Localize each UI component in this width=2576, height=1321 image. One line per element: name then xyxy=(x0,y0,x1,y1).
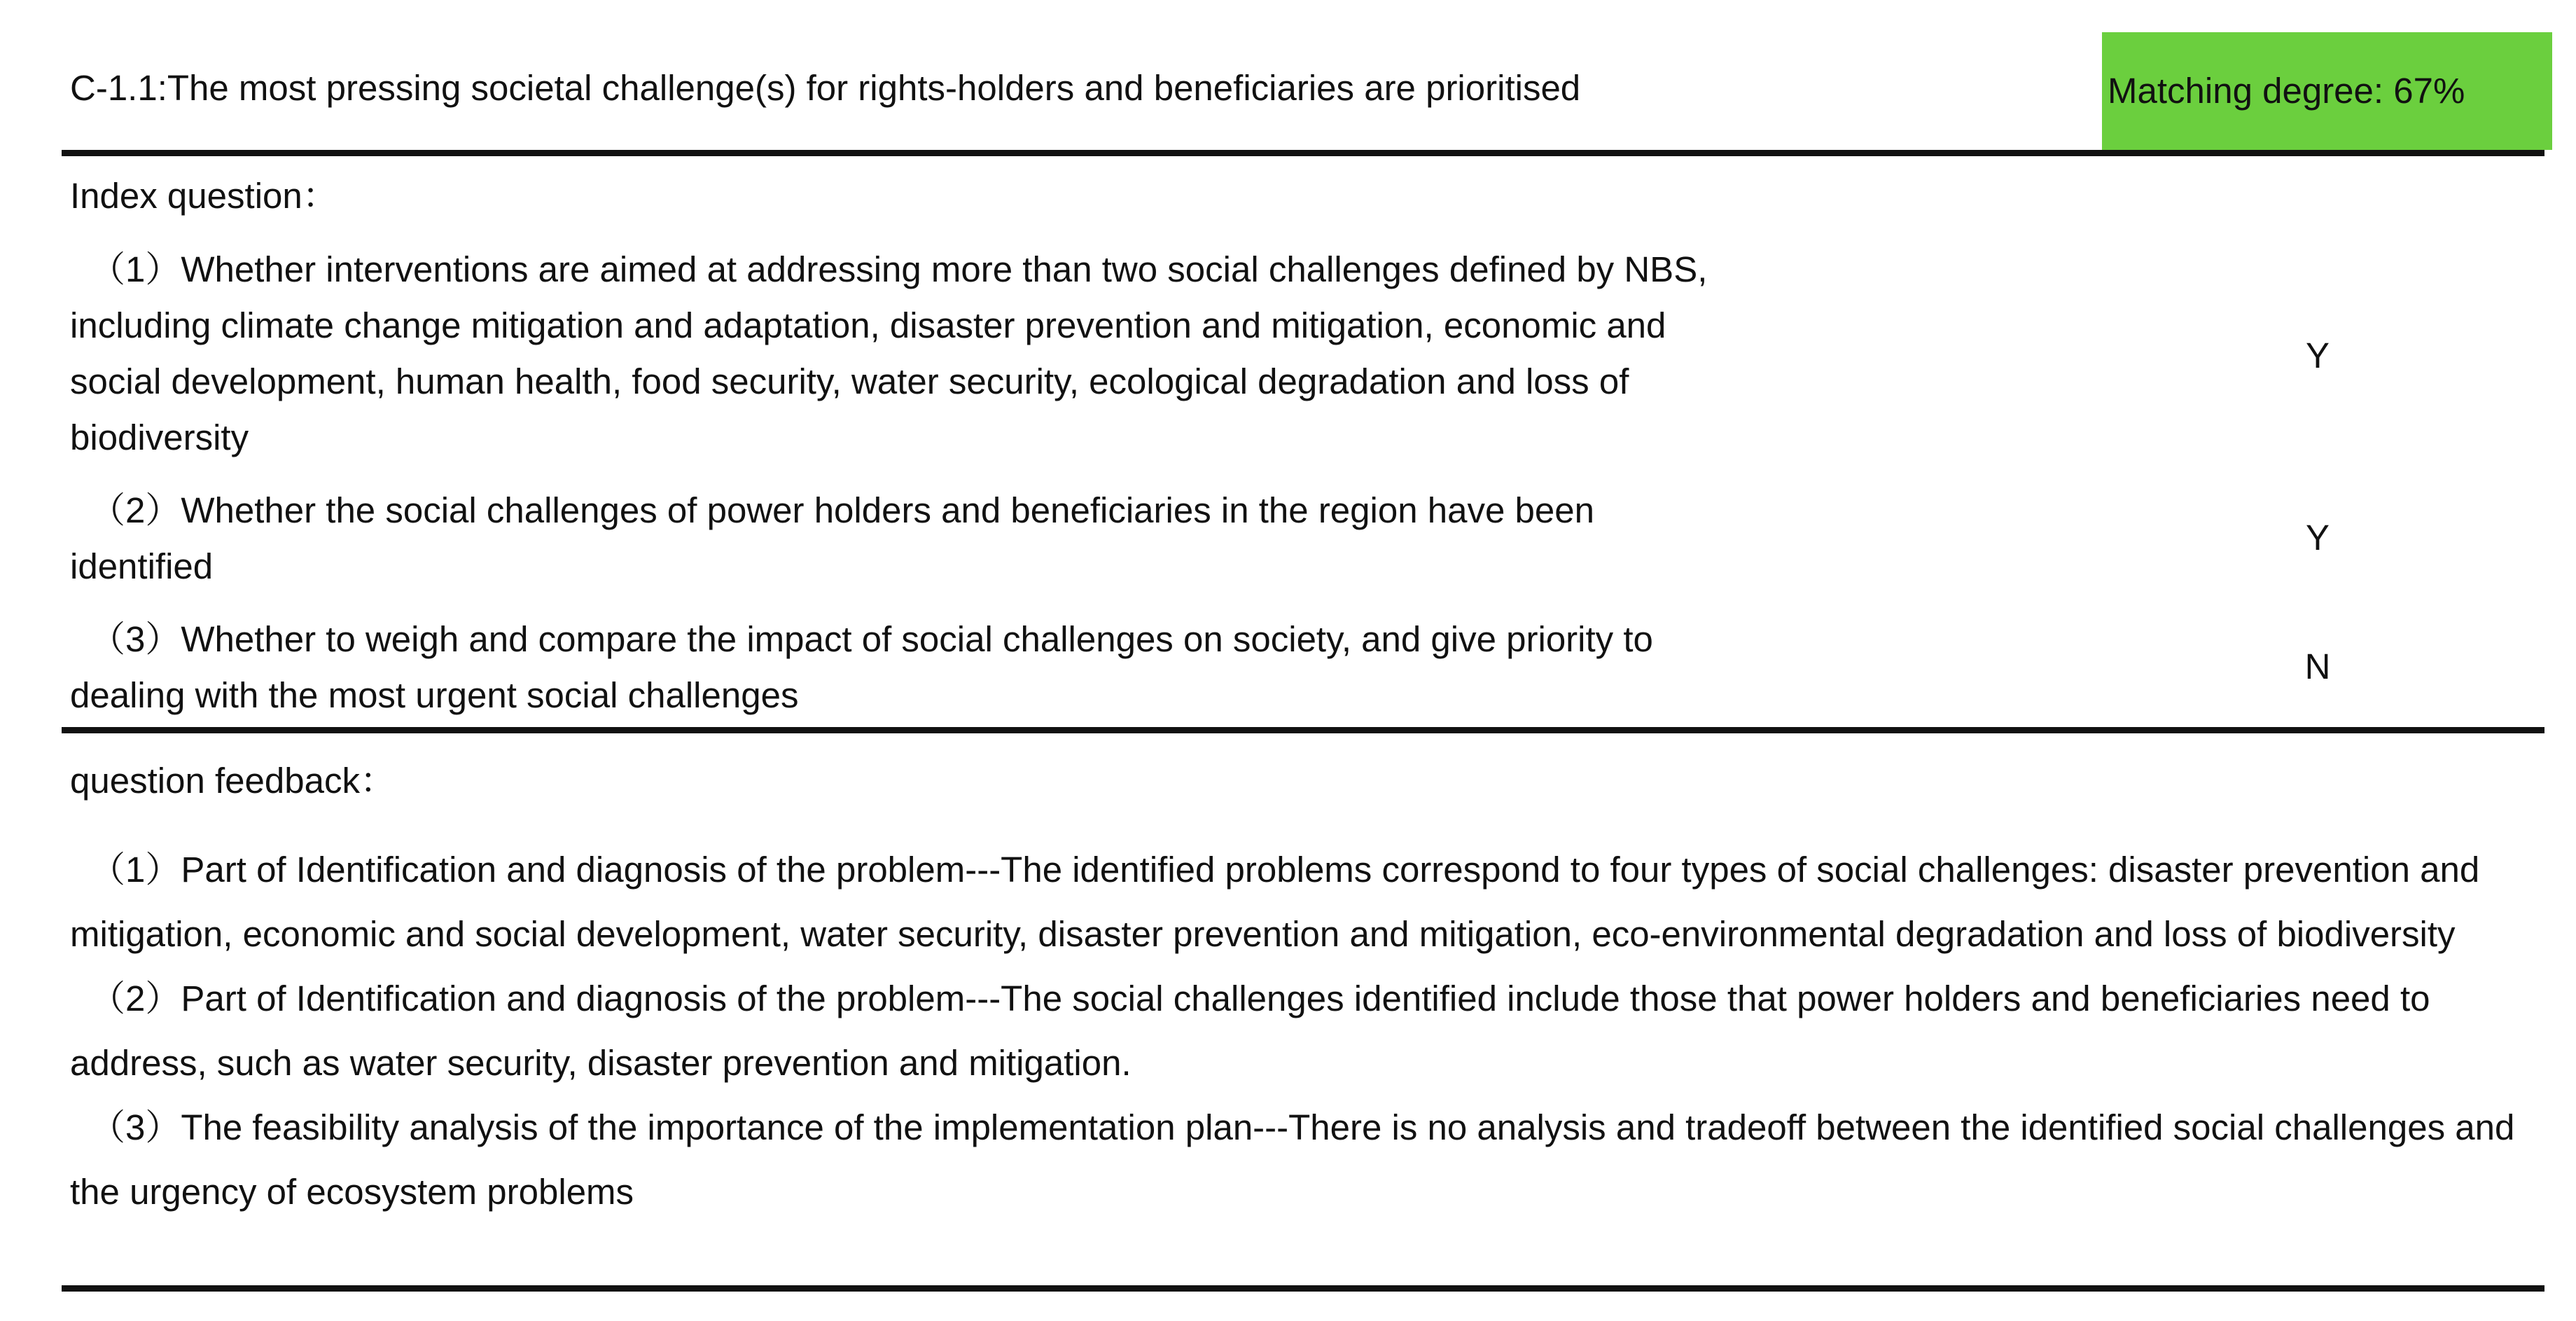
feedback-item: （3）The feasibility analysis of the importance of the implementation plan---There is no analysis and tradeoff between the identified social challenges and the urgency of ecosystem problems xyxy=(70,1107,2515,1212)
matching-degree-text: Matching degree: 67% xyxy=(2108,71,2465,111)
question-feedback-label: question feedback： xyxy=(70,761,396,801)
criterion-title: C-1.1:The most pressing societal challenge(s) for rights-holders and beneficiaries are prioritised xyxy=(70,68,1581,108)
index-question-item: （3）Whether to weigh and compare the impact of social challenges on society, and give priority to dealing with the most urgent social challenges xyxy=(70,619,1653,715)
index-question-item: （1）Whether interventions are aimed at addressing more than two social challenges defined by NBS, including climate change mitigation and adaptation, disaster prevention and mitigation, economic and social development, human health, food security, water security, ecological degradation and loss of biodiversity xyxy=(70,249,1708,457)
header-divider xyxy=(62,150,2544,156)
feedback-item: （1）Part of Identification and diagnosis of the problem---The identified problems correspond to four types of social challenges: disaster prevention and mitigation, economic and social development, water security, disaster prevention and mitigation, eco-environmental degradation and loss of biodiversity xyxy=(70,850,2480,954)
index-question-item: （2）Whether the social challenges of power holders and beneficiaries in the region have been identified xyxy=(70,490,1594,586)
index-question-answer: Y xyxy=(2305,518,2330,558)
section-divider xyxy=(62,727,2544,733)
index-question-answer: N xyxy=(2304,646,2331,686)
index-question-label: Index question： xyxy=(70,176,338,216)
feedback-item: （2）Part of Identification and diagnosis of the problem---The social challenges identified include those that power holders and beneficiaries need to address, such as water security, disaster prevention and mitigation. xyxy=(70,978,2430,1083)
index-question-answer: Y xyxy=(2305,336,2330,375)
bottom-divider xyxy=(62,1285,2544,1292)
matching-degree-badge xyxy=(2102,32,2552,150)
feedback-list xyxy=(70,838,2535,1224)
